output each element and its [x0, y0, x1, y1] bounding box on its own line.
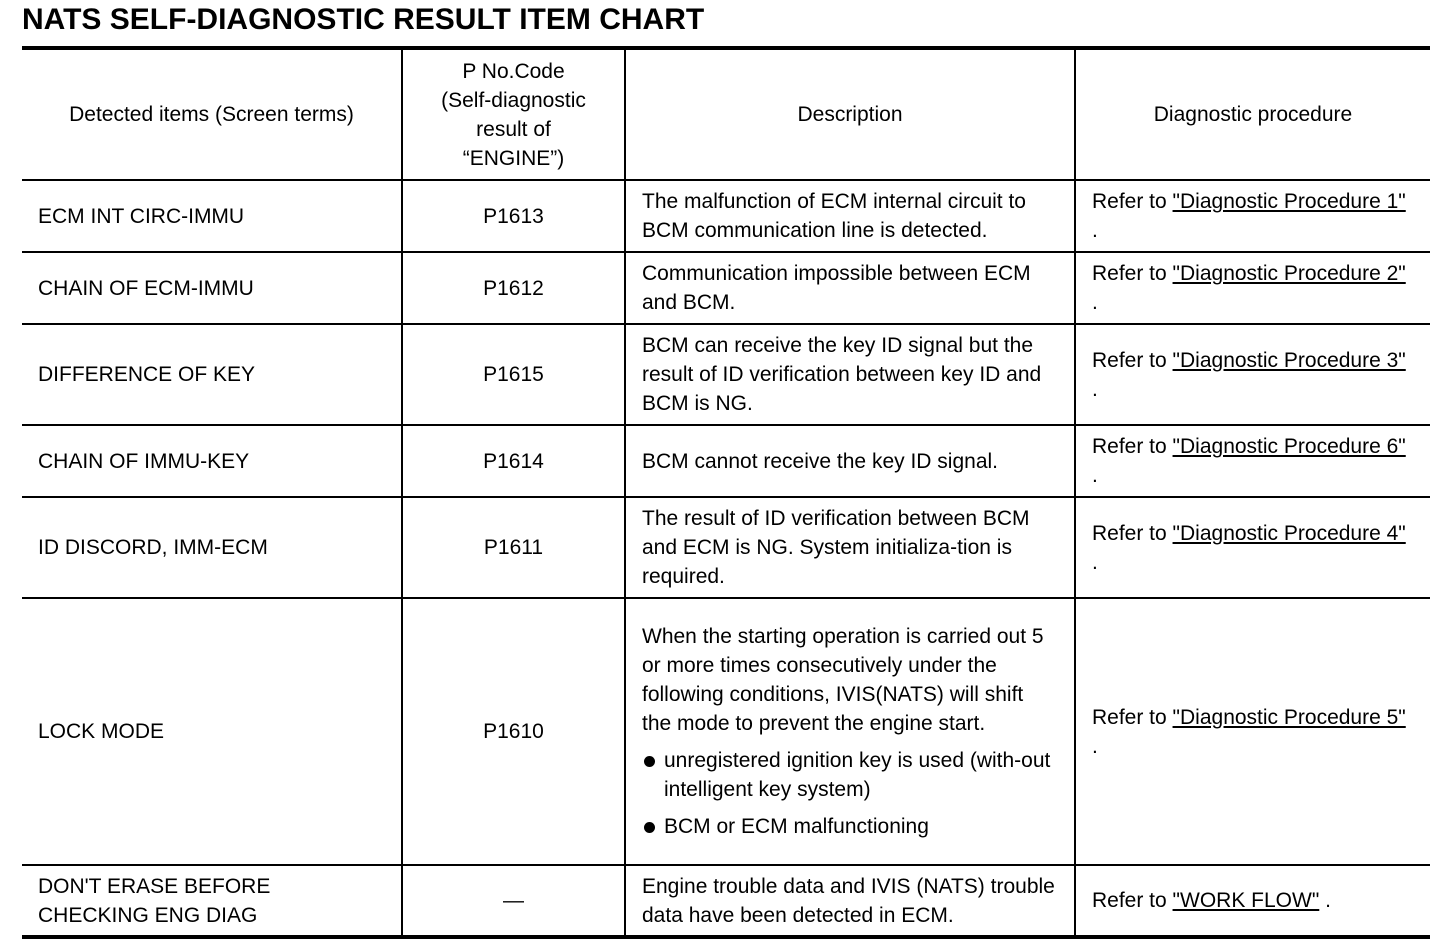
procedure-ref: [1075, 425, 1430, 497]
description: Engine trouble data and IVIS (NATS) trouble data have been detected in ECM.: [625, 865, 1075, 937]
refer-tail: .: [1319, 889, 1331, 912]
table-row: [22, 425, 1430, 497]
description: Communication impossible between ECM and BCM.: [625, 252, 1075, 324]
detected-item: DON'T ERASE BEFORE CHECKING ENG DIAG: [22, 865, 402, 937]
table-row: [22, 180, 1430, 252]
procedure-link[interactable]: "Diagnostic Procedure 3": [1172, 348, 1406, 372]
p-code: P1611: [402, 497, 625, 598]
description-text: When the starting operation is carried out 5 or more times consecutively under the following conditions, IVIS(NATS) will shift the mode to prevent the engine start.: [642, 625, 1044, 735]
procedure-ref: [1075, 180, 1430, 252]
refer-text: Refer to: [1092, 435, 1173, 458]
header-p-code-line2: (Self-diagnostic: [441, 88, 586, 112]
table-row: [22, 598, 1430, 865]
header-row: [22, 50, 1430, 180]
header-p-code-line1: P No.Code: [462, 59, 565, 83]
description: BCM cannot receive the key ID signal.: [625, 425, 1075, 497]
table-row: [22, 324, 1430, 425]
refer-text: Refer to: [1092, 889, 1173, 912]
result-item-table: [22, 50, 1430, 939]
refer-text: Refer to: [1092, 348, 1173, 372]
header-description: Description: [625, 50, 1075, 180]
p-code: P1614: [402, 425, 625, 497]
procedure-ref: [1075, 865, 1430, 937]
refer-tail: .: [1092, 377, 1098, 401]
p-code: —: [402, 865, 625, 937]
header-detected-items: Detected items (Screen terms): [22, 50, 402, 180]
detected-item: DIFFERENCE OF KEY: [22, 324, 402, 425]
list-item: unregistered ignition key is used (with-out intelligent key system): [642, 746, 1058, 804]
procedure-ref: [1075, 497, 1430, 598]
procedure-link[interactable]: "Diagnostic Procedure 2": [1172, 262, 1406, 285]
procedure-link[interactable]: "Diagnostic Procedure 5": [1172, 705, 1406, 729]
header-procedure: Diagnostic procedure: [1075, 50, 1430, 180]
detected-item: ID DISCORD, IMM-ECM: [22, 497, 402, 598]
p-code: P1612: [402, 252, 625, 324]
detected-item: LOCK MODE: [22, 598, 402, 865]
refer-text: Refer to: [1092, 521, 1173, 545]
refer-tail: .: [1092, 734, 1098, 758]
header-p-code-line4: “ENGINE”): [462, 146, 565, 170]
description: BCM can receive the key ID signal but the result of ID verification between key ID and BCM is NG.: [625, 324, 1075, 425]
procedure-ref: [1075, 252, 1430, 324]
detected-item: ECM INT CIRC-IMMU: [22, 180, 402, 252]
procedure-ref: [1075, 324, 1430, 425]
detected-item: CHAIN OF IMMU-KEY: [22, 425, 402, 497]
page-title: NATS SELF-DIAGNOSTIC RESULT ITEM CHART: [22, 3, 705, 36]
procedure-ref: [1075, 598, 1430, 865]
refer-tail: .: [1092, 291, 1098, 314]
detected-item: CHAIN OF ECM-IMMU: [22, 252, 402, 324]
procedure-link[interactable]: "Diagnostic Procedure 1": [1172, 190, 1406, 213]
procedure-link[interactable]: "Diagnostic Procedure 4": [1172, 521, 1406, 545]
description: The result of ID verification between BCM and ECM is NG. System initializa-tion is required.: [625, 497, 1075, 598]
procedure-link[interactable]: "Diagnostic Procedure 6": [1172, 435, 1406, 458]
refer-tail: .: [1092, 219, 1098, 242]
p-code: P1615: [402, 324, 625, 425]
table-row: [22, 252, 1430, 324]
refer-text: Refer to: [1092, 190, 1173, 213]
description: The malfunction of ECM internal circuit to BCM communication line is detected.: [625, 180, 1075, 252]
table-row: [22, 497, 1430, 598]
p-code: P1610: [402, 598, 625, 865]
table-row: [22, 865, 1430, 937]
header-p-code: [402, 50, 625, 180]
p-code: P1613: [402, 180, 625, 252]
description: [625, 598, 1075, 865]
refer-tail: .: [1092, 550, 1098, 574]
refer-text: Refer to: [1092, 705, 1173, 729]
condition-list: [642, 746, 1058, 841]
list-item: BCM or ECM malfunctioning: [642, 812, 1058, 841]
header-p-code-line3: result of: [476, 117, 551, 141]
refer-text: Refer to: [1092, 262, 1173, 285]
procedure-link[interactable]: "WORK FLOW": [1172, 889, 1320, 912]
refer-tail: .: [1092, 464, 1098, 487]
